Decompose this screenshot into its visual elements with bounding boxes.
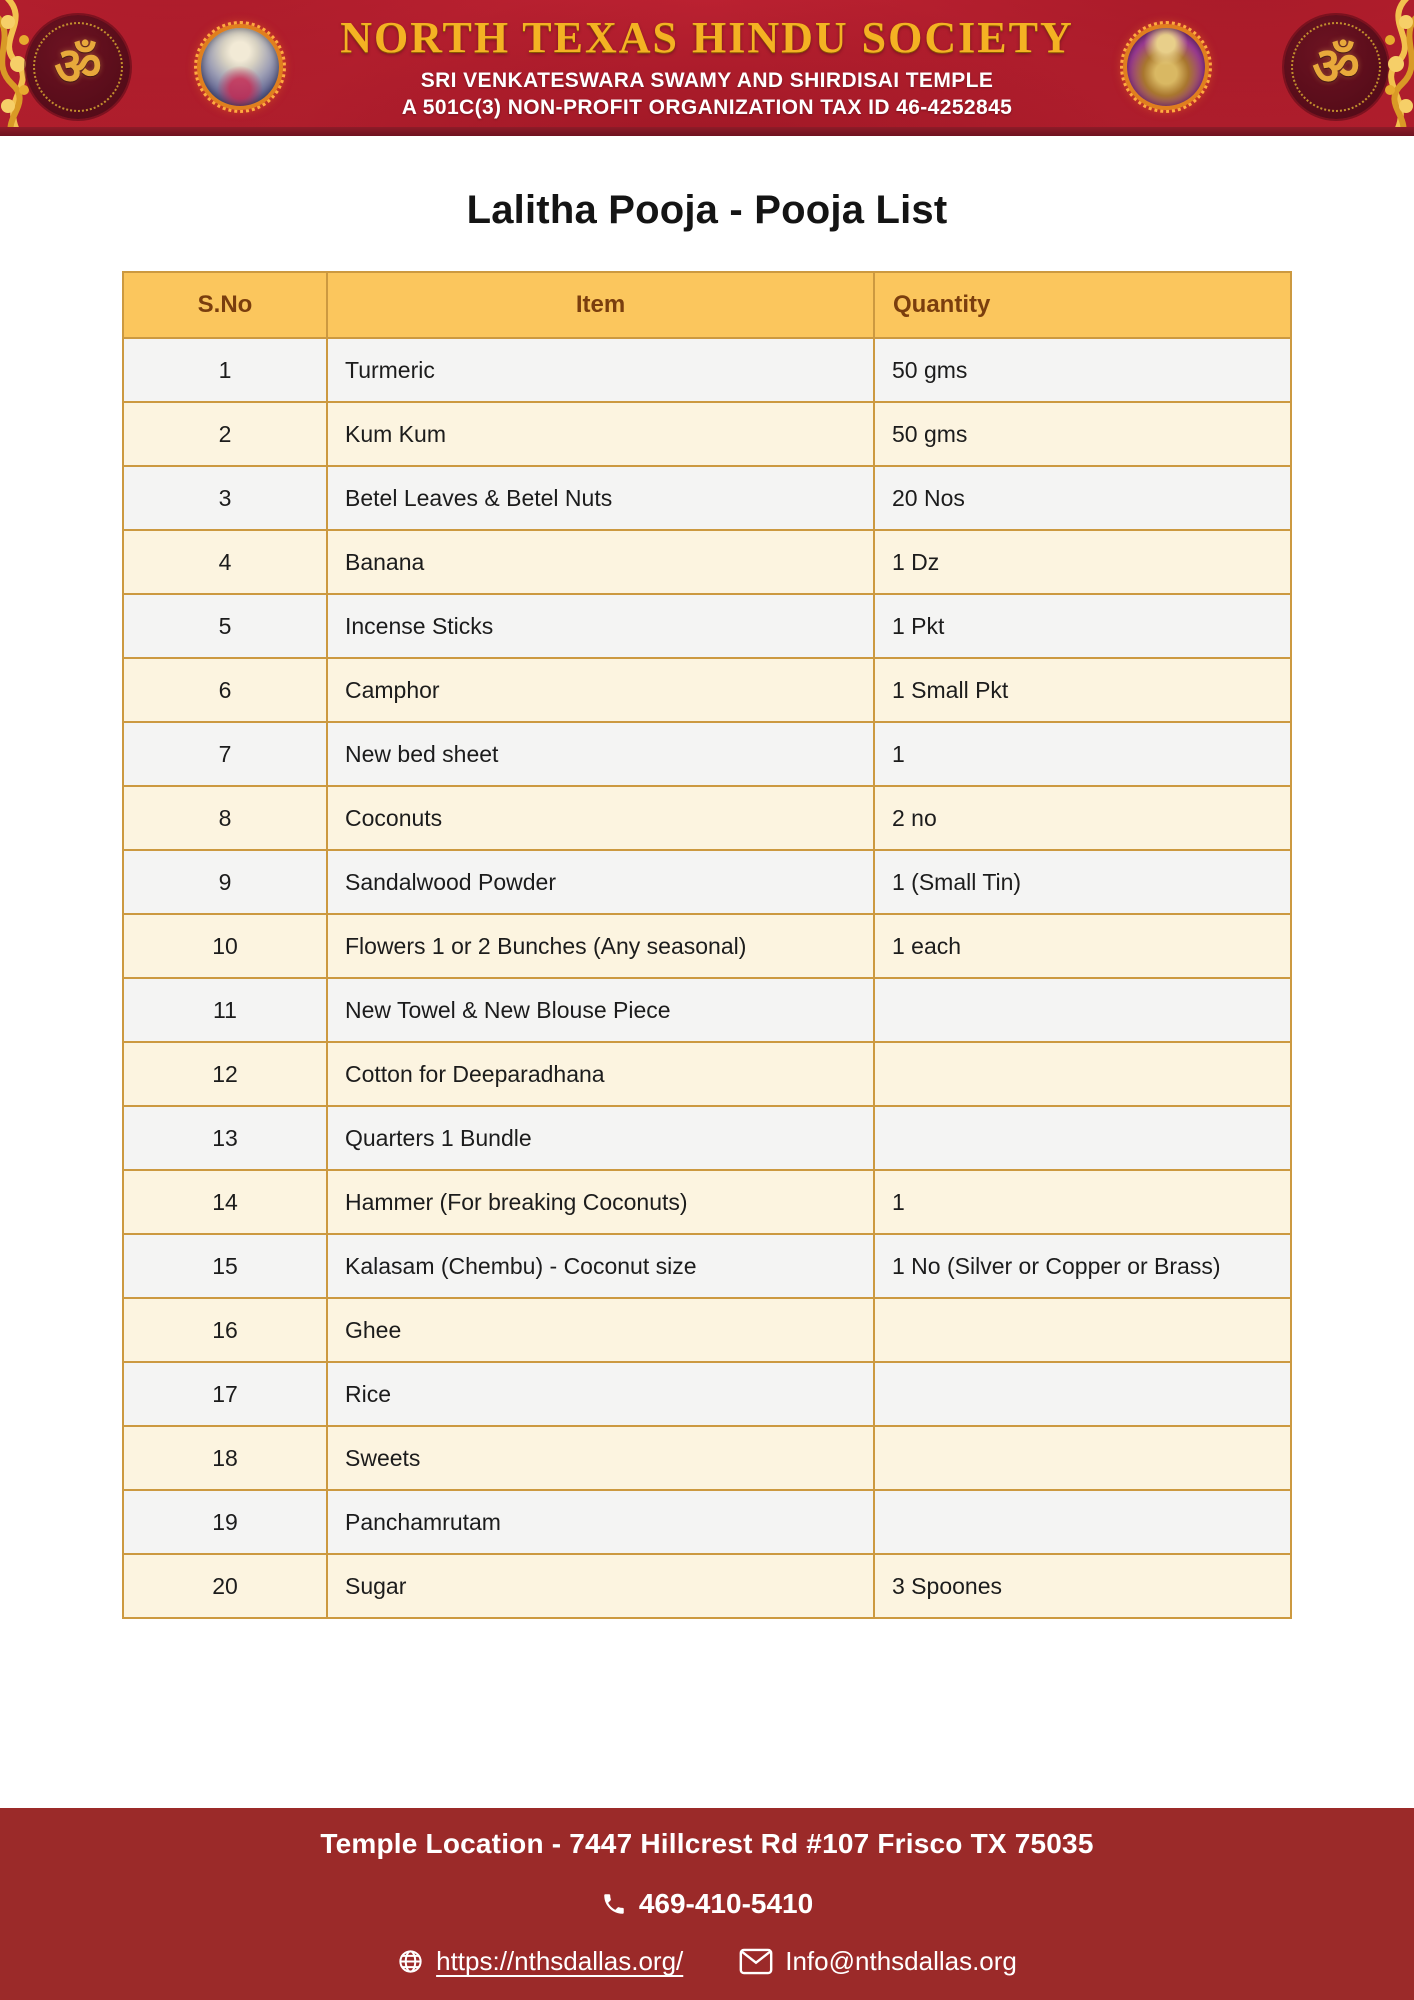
quantity-cell [874,1362,1291,1426]
sno-cell: 1 [123,338,327,402]
quantity-cell: 50 gms [874,402,1291,466]
quantity-cell: 20 Nos [874,466,1291,530]
table-header [123,272,1291,338]
quantity-cell [874,1042,1291,1106]
quantity-cell [874,1106,1291,1170]
item-cell: Coconuts [327,786,874,850]
sno-cell: 5 [123,594,327,658]
sno-cell: 8 [123,786,327,850]
om-medallion-left [26,15,130,119]
banner-text-block [297,0,1117,136]
org-name: NORTH TEXAS HINDU SOCIETY [340,13,1074,62]
item-cell: Sandalwood Powder [327,850,874,914]
email-link[interactable]: Info@nthsdallas.org [785,1946,1017,1976]
sno-cell: 7 [123,722,327,786]
pooja-items-table [122,271,1292,1619]
sno-cell: 13 [123,1106,327,1170]
website-group [397,1946,683,1977]
item-cell: Hammer (For breaking Coconuts) [327,1170,874,1234]
item-cell: Cotton for Deeparadhana [327,1042,874,1106]
sno-cell: 14 [123,1170,327,1234]
phone-row [601,1888,813,1920]
sno-cell: 19 [123,1490,327,1554]
sno-cell: 9 [123,850,327,914]
website-link[interactable]: https://nthsdallas.org/ [436,1946,684,1976]
item-cell: Kalasam (Chembu) - Coconut size [327,1234,874,1298]
item-cell: Betel Leaves & Betel Nuts [327,466,874,530]
quantity-cell: 1 Pkt [874,594,1291,658]
table-row [123,1106,1291,1170]
table-row [123,1426,1291,1490]
sno-cell: 10 [123,914,327,978]
quantity-cell: 1 Small Pkt [874,658,1291,722]
table-row [123,1362,1291,1426]
sno-cell: 18 [123,1426,327,1490]
item-cell: Rice [327,1362,874,1426]
quantity-cell: 1 (Small Tin) [874,850,1291,914]
table-row [123,338,1291,402]
header-banner [0,0,1414,136]
item-cell: Flowers 1 or 2 Bunches (Any seasonal) [327,914,874,978]
pooja-table-body [123,338,1291,1618]
sno-cell: 12 [123,1042,327,1106]
temple-subtitle: SRI VENKATESWARA SWAMY AND SHIRDISAI TEMPLE [420,69,994,92]
item-cell: Panchamrutam [327,1490,874,1554]
sno-cell: 17 [123,1362,327,1426]
item-cell: Quarters 1 Bundle [327,1106,874,1170]
quantity-cell: 50 gms [874,338,1291,402]
table-row [123,786,1291,850]
item-cell: Camphor [327,658,874,722]
quantity-cell: 1 No (Silver or Copper or Brass) [874,1234,1291,1298]
table-row [123,466,1291,530]
table-row [123,914,1291,978]
mail-icon [739,1948,773,1975]
nonprofit-subtitle: A 501C(3) NON-PROFIT ORGANIZATION TAX ID 46-4252845 [401,96,1013,119]
quantity-header: Quantity [874,272,1291,338]
laurel-ring [33,22,123,112]
temple-location-text: Temple Location - 7447 Hillcrest Rd #107 Frisco TX 75035 [320,1828,1094,1859]
item-cell: Kum Kum [327,402,874,466]
gold-flourish-right [1332,0,1414,136]
item-cell: Ghee [327,1298,874,1362]
table-row [123,594,1291,658]
table-row [123,722,1291,786]
sno-header: S.No [123,272,327,338]
sno-cell: 15 [123,1234,327,1298]
sno-cell: 6 [123,658,327,722]
item-cell: New Towel & New Blouse Piece [327,978,874,1042]
table-row [123,530,1291,594]
om-icon: ॐ [54,37,102,97]
quantity-cell: 2 no [874,786,1291,850]
quantity-cell [874,1490,1291,1554]
phone-icon [601,1891,627,1917]
quantity-cell: 1 each [874,914,1291,978]
table-row [123,1170,1291,1234]
table-row [123,1042,1291,1106]
sno-cell: 2 [123,402,327,466]
phone-number: 469-410-5410 [638,1888,814,1919]
sno-cell: 3 [123,466,327,530]
item-cell: New bed sheet [327,722,874,786]
sno-cell: 4 [123,530,327,594]
quantity-cell: 1 Dz [874,530,1291,594]
item-cell: Sweets [327,1426,874,1490]
header-row [123,272,1291,338]
shirdi-sai-image [197,24,283,110]
table-row [123,1298,1291,1362]
item-cell: Turmeric [327,338,874,402]
sno-cell: 20 [123,1554,327,1618]
sno-cell: 11 [123,978,327,1042]
quantity-cell: 3 Spoones [874,1554,1291,1618]
sno-cell: 16 [123,1298,327,1362]
globe-icon [397,1948,424,1975]
page-title: Lalitha Pooja - Pooja List [466,188,948,232]
table-row [123,402,1291,466]
item-cell: Incense Sticks [327,594,874,658]
quantity-cell: 1 [874,722,1291,786]
table-row [123,978,1291,1042]
table-row [123,1490,1291,1554]
quantity-cell [874,1426,1291,1490]
links-row [397,1946,1017,1977]
footer-banner [0,1808,1414,2000]
venkateswara-image [1123,24,1209,110]
item-header: Item [327,272,874,338]
item-cell: Sugar [327,1554,874,1618]
email-group [739,1946,1017,1977]
table-row [123,850,1291,914]
table-row [123,1234,1291,1298]
quantity-cell: 1 [874,1170,1291,1234]
table-row [123,658,1291,722]
table-row [123,1554,1291,1618]
item-cell: Banana [327,530,874,594]
quantity-cell [874,978,1291,1042]
quantity-cell [874,1298,1291,1362]
om-icon: ॐ [1312,37,1360,97]
